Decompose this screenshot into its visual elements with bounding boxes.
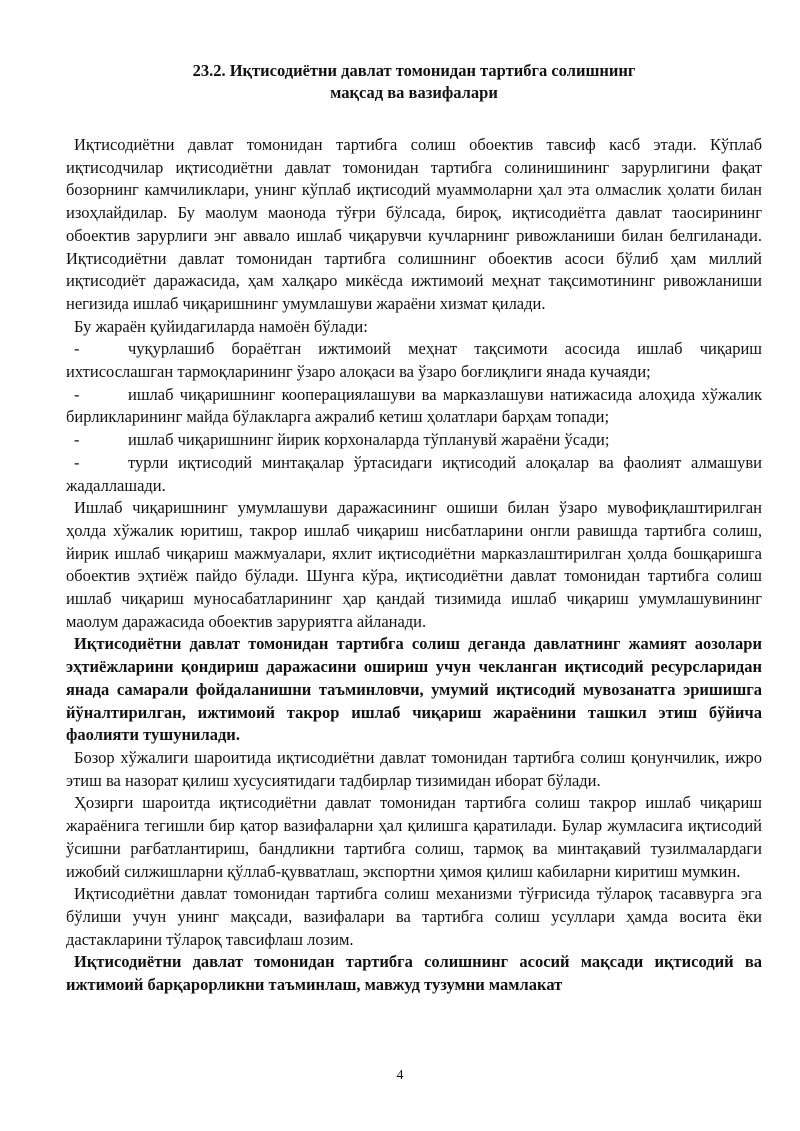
list-item [66,384,762,429]
paragraph-8-goal: Иқтисодиётни давлат томонидан тартибга солишнинг асосий мақсади иқтисодий ва ижтимоий барқарорликни таъминлаш, мавжуд тузумни мамлакат [66,952,762,995]
list-item-text: чуқурлашиб бораётган ижтимоий меҳнат тақсимоти асосида ишлаб чиқариш ихтисослашган тармоқларининг ўзаро алоқаси ва ўзаро боғлиқлиги янада кучаяди; [66,339,762,382]
list-dash: - [74,384,80,404]
list-item-text: ишлаб чиқаришнинг кооперациялашуви ва марказлашуви натижасида алоҳида хўжалик бирликларининг майда бўлакларга ажралиб кетиш ҳолатлари барҳам топади; [66,384,762,427]
list-item [66,452,762,497]
list-item [66,338,762,383]
page-number: 4 [396,1068,404,1083]
list-dash: - [74,452,80,472]
list-dash: - [74,339,80,359]
list-dash: - [74,430,80,450]
document-page [66,60,762,997]
section-title-line-2: мақсад ва вазифалари [330,83,498,102]
paragraph-1: Иқтисодиётни давлат томонидан тартибга солиш обоектив тавсиф касб этади. Кўплаб иқтисодчилар иқтисодиётни давлат томонидан тартибга солинишининг зарурлигини фақат бозорнинг камчиликлари, унинг кўплаб иқтисодий муаммоларни ҳал эта олмаслик ҳолати билан изоҳлайдилар. Бу маолум маонода тўғри бўлсада, бироқ, иқтисодиётга давлат таосирининг обоектив зарурлиги энг аввало ишлаб чиқарувчи кучларнинг ривожланиши билан белгиланади. Иқтисодиётни давлат томонидан тартибга солишнинг обоектив асоси бўлиб ҳам миллий иқтисодиёт даражасида, ҳам халқаро микёсда ижтимоий меҳнат тақсимотининг ривожланиши негизида ишлаб чиқаришнинг умумлашуви жараёни хизмат қилади. [66,135,762,313]
list-item-text: ишлаб чиқаришнинг йирик корхоналарда тўпланувй жараёни ўсади; [128,430,610,450]
paragraph-4-definition: Иқтисодиётни давлат томонидан тартибга солиш деганда давлатнинг жамият аозолари эҳтиёжларини қондириш даражасини ошириш учун чекланган иқтисодий ресурсларидан янада самарали фойдаланишни таъминловчи, умумий иқтисодий мувозанатга эришишга йўналтирилган, ижтимоий такрор ишлаб чиқариш жараёнини ташкил этиш бўйича фаолияти тушунилади. [66,634,762,745]
paragraph-3: Ишлаб чиқаришнинг умумлашуви даражасининг ошиши билан ўзаро мувофиқлаштирилган ҳолда хўжалик юритиш, такрор ишлаб чиқариш нисбатларини онгли равишда тартибга солиш, йирик ишлаб чиқариш мажмуалари, яхлит иқтисодиётни марказлаштирилган ҳолда бошқаришга обоектив эҳтиёж пайдо бўлади. Шунга кўра, иқтисодиётни давлат томонидан тартибга солиш ишлаб чиқариш муносабатларининг ҳар қандай тизимида ишлаб чиқариш умумлашувининг маолум даражасида обоектив заруриятга айланади. [66,498,762,631]
paragraph-2: Бу жараён қуйидагиларда намоён бўлади: [74,316,368,336]
section-title-line-1: 23.2. Иқтисодиётни давлат томонидан тартибга солишнинг [192,61,636,80]
paragraph-6: Ҳозирги шароитда иқтисодиётни давлат томонидан тартибга солиш такрор ишлаб чиқариш жараёнига тегишли бир қатор вазифаларни ҳал қилишга қаратилади. Булар жумласига иқтисодий ўсишни рағбатлантириш, бандликни тартибга солиш, тармоқ ва минтақавий тузилмалардаги ижобий силжишларни қўллаб-қувватлаш, экспортни ҳимоя қилиш кабиларни киритиш мумкин. [66,793,762,881]
paragraph-5: Бозор хўжалиги шароитида иқтисодиётни давлат томонидан тартибга солиш қонунчилик, ижро этиш ва назорат қилиш хусусиятидаги тадбирлар тизимидан иборат бўлади. [66,747,762,790]
list-item [66,429,762,452]
list-item-text: турли иқтисодий минтақалар ўртасидаги иқтисодий алоқалар ва фаолият алмашуви жадаллашади. [66,452,762,495]
paragraph-7: Иқтисодиётни давлат томонидан тартибга солиш механизми тўғрисида тўлароқ тасаввурга эга бўлиши учун унинг мақсади, вазифалари ва тартибга солиш усуллари ҳамда восита ёки дастакларини тўлароқ тавсифлаш лозим. [66,884,762,949]
section-title [66,60,762,104]
